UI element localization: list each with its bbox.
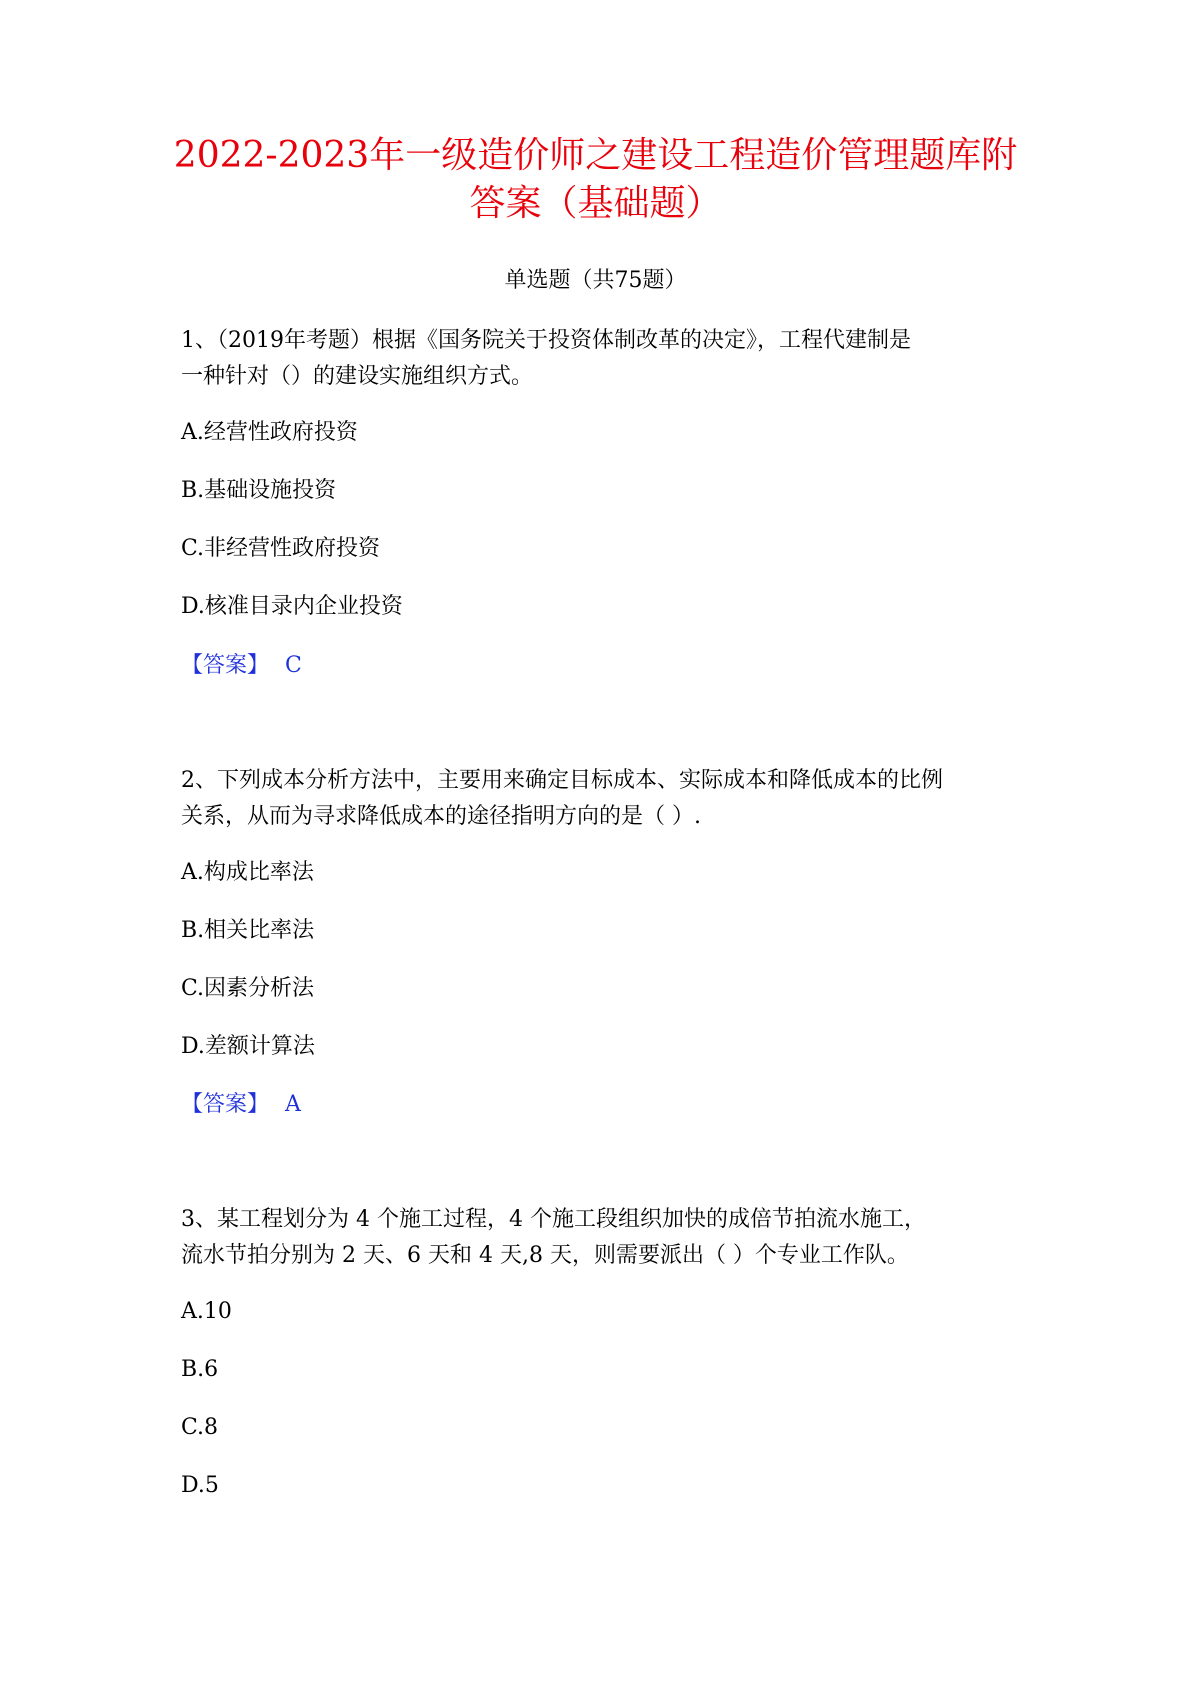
question-2-line-2: 关系，从而为寻求降低成本的途径指明方向的是（ ）. xyxy=(181,804,701,829)
question-1-line-2: 一种针对（）的建设实施组织方式。 xyxy=(181,364,534,389)
question-1-stem xyxy=(181,323,1041,395)
question-3-option-a: A.10 xyxy=(181,1299,232,1324)
question-2-option-c: C.因素分析法 xyxy=(181,976,315,1001)
question-3-option-d: D.5 xyxy=(181,1473,219,1498)
question-2-option-d: D.差额计算法 xyxy=(181,1034,315,1059)
question-1-option-d: D.核准目录内企业投资 xyxy=(181,594,403,619)
section-heading: 单选题（共75题） xyxy=(504,268,687,293)
question-3-option-c: C.8 xyxy=(181,1415,219,1440)
document-title-line-2: 答案（基础题） xyxy=(469,183,722,224)
question-1-option-a: A.经营性政府投资 xyxy=(181,420,358,445)
question-1-option-c: C.非经营性政府投资 xyxy=(181,536,381,561)
question-3-option-b: B.6 xyxy=(181,1357,219,1382)
question-2-option-a: A.构成比率法 xyxy=(181,860,314,885)
question-3-stem xyxy=(181,1202,1041,1274)
document-title-line-1: 2022-2023年一级造价师之建设工程造价管理题库附 xyxy=(173,135,1018,176)
question-1-line-1: 1、（2019年考题）根据《国务院关于投资体制改革的决定》，工程代建制是 xyxy=(181,328,911,353)
question-2-answer xyxy=(181,1090,301,1120)
question-3-line-2: 流水节拍分别为 2 天、6 天和 4 天,8 天，则需要派出（ ）个专业工作队。 xyxy=(181,1243,909,1268)
answer-value: A xyxy=(285,1092,301,1117)
question-2-stem xyxy=(181,763,1041,835)
question-2-option-b: B.相关比率法 xyxy=(181,918,315,943)
question-3-line-1: 3、某工程划分为 4 个施工过程，4 个施工段组织加快的成倍节拍流水施工， xyxy=(181,1207,926,1232)
question-2-line-1: 2、下列成本分析方法中，主要用来确定目标成本、实际成本和降低成本的比例 xyxy=(181,768,943,793)
answer-label: 【答案】 xyxy=(181,1092,270,1117)
answer-value: C xyxy=(285,653,302,678)
question-1-option-b: B.基础设施投资 xyxy=(181,478,337,503)
answer-label: 【答案】 xyxy=(181,653,270,678)
question-1-answer xyxy=(181,651,302,681)
